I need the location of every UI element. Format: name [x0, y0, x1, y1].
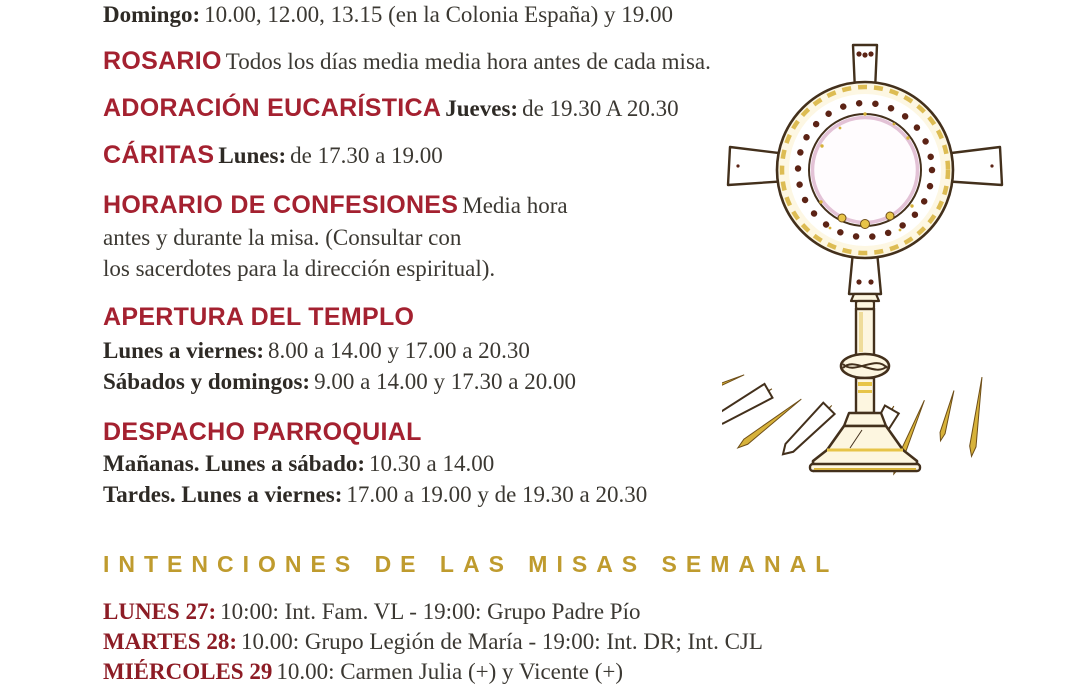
despacho-line2-text: 17.00 a 19.00 y de 19.30 a 20.30 — [346, 482, 648, 507]
adoracion-text: de 19.30 A 20.30 — [522, 96, 679, 121]
rosario-text: Todos los días media media hora antes de cada misa. — [225, 49, 711, 74]
despacho-line1-text: 10.30 a 14.00 — [369, 451, 495, 476]
stem-knot — [841, 354, 889, 378]
intenciones-heading-row — [103, 551, 838, 578]
despacho-line2 — [103, 482, 647, 508]
despacho-line2-label: Tardes. Lunes a viernes: — [103, 482, 343, 507]
apertura-line2-text: 9.00 a 14.00 y 17.30 a 20.00 — [314, 369, 576, 394]
adoracion-label: Jueves: — [445, 96, 519, 121]
apertura-title: APERTURA DEL TEMPLO — [103, 303, 415, 331]
sun-ray — [722, 384, 772, 430]
section-caritas — [103, 141, 443, 170]
monstrance-collar — [851, 294, 879, 309]
intencion-row-martes — [103, 629, 763, 655]
intenciones-heading: INTENCIONES DE LAS MISAS SEMANAL — [103, 551, 839, 577]
section-apertura — [103, 303, 414, 332]
apertura-line2-label: Sábados y domingos: — [103, 369, 311, 394]
intencion-text: 10:00: Int. Fam. VL - 19:00: Grupo Padre Pío — [220, 599, 641, 624]
confesiones-line3: los sacerdotes para la dirección espiritual). — [103, 256, 496, 281]
sunday-mass-line — [103, 2, 673, 28]
section-confesiones — [103, 191, 568, 220]
intencion-row-lunes — [103, 599, 640, 625]
luna-window — [813, 118, 918, 223]
confesiones-line1: Media hora — [462, 193, 568, 218]
adoracion-title: ADORACIÓN EUCARÍSTICA — [103, 94, 442, 122]
sun-ray — [938, 390, 956, 442]
intencion-day: LUNES 27: — [103, 599, 217, 624]
despacho-title: DESPACHO PARROQUIAL — [103, 418, 422, 446]
apertura-line1-text: 8.00 a 14.00 y 17.00 a 20.30 — [268, 338, 530, 363]
intencion-text: 10.00: Grupo Legión de María - 19:00: Int. DR; Int. CJL — [241, 629, 763, 654]
foot-collar — [844, 413, 886, 426]
monstrance-illustration — [722, 38, 1018, 478]
monstrance-base — [810, 426, 920, 471]
intencion-day: MIÉRCOLES 29 — [103, 659, 273, 684]
stem-gold-band — [858, 382, 872, 386]
rosario-title: ROSARIO — [103, 47, 222, 75]
confesiones-line2: antes y durante la misa. (Consultar con — [103, 225, 462, 250]
section-despacho — [103, 418, 422, 447]
despacho-line1 — [103, 451, 494, 477]
stem-gold-band2 — [858, 390, 872, 393]
confesiones-line3-row — [103, 256, 495, 282]
caritas-text: de 17.30 a 19.00 — [290, 143, 443, 168]
confesiones-title: HORARIO DE CONFESIONES — [103, 191, 459, 219]
intencion-day: MARTES 28: — [103, 629, 238, 654]
stem-upper — [856, 309, 874, 355]
caritas-label: Lunes: — [218, 143, 287, 168]
despacho-line1-label: Mañanas. Lunes a sábado: — [103, 451, 366, 476]
apertura-line1-label: Lunes a viernes: — [103, 338, 264, 363]
caritas-title: CÁRITAS — [103, 141, 215, 169]
apertura-line2 — [103, 369, 576, 395]
section-rosario — [103, 47, 711, 76]
apertura-line1 — [103, 338, 530, 364]
sunday-times: 10.00, 12.00, 13.15 (en la Colonia España) y 19.00 — [204, 2, 673, 27]
stem-upper-highlight — [859, 312, 863, 352]
section-adoracion — [103, 94, 679, 123]
sunday-label: Domingo: — [103, 2, 201, 27]
intencion-text: 10.00: Carmen Julia (+) y Vicente (+) — [276, 659, 624, 684]
confesiones-line2-row — [103, 225, 461, 251]
sun-ray — [968, 377, 985, 457]
intencion-row-miercoles — [103, 659, 623, 685]
